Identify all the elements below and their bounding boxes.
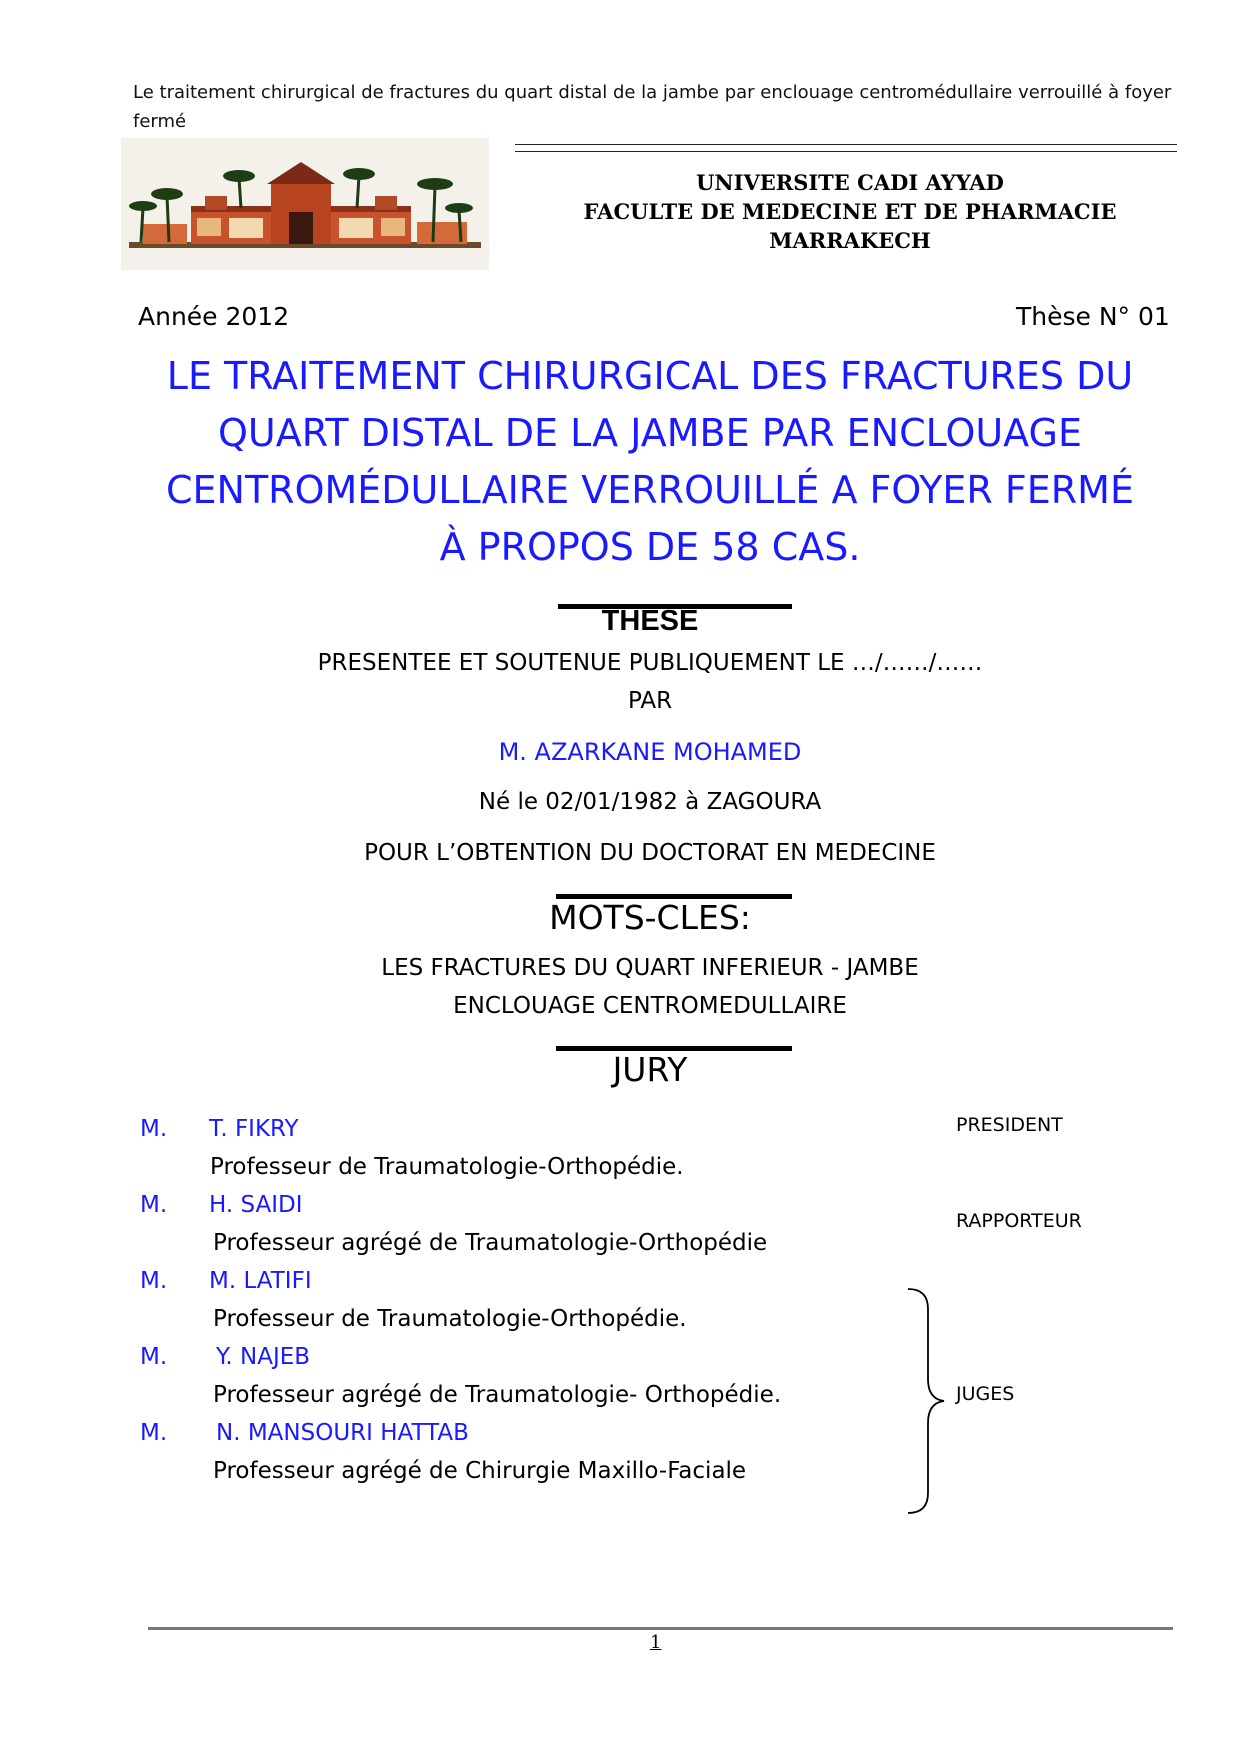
jury-name: H. SAIDI [209, 1192, 303, 1218]
jury-name: T. FIKRY [209, 1116, 299, 1142]
these-heading: THESE [601, 605, 699, 637]
header-rule-bottom [515, 151, 1177, 152]
role-juges: JUGES [956, 1383, 1015, 1405]
par-label: PAR [627, 688, 673, 714]
title-line: QUART DISTAL DE LA JAMBE PAR ENCLOUAGE [218, 411, 1082, 455]
title-line: LE TRAITEMENT CHIRURGICAL DES FRACTURES DU [166, 354, 1134, 398]
jury-name: Y. NAJEB [216, 1344, 311, 1370]
thesis-title [140, 348, 1160, 576]
jury-heading: JURY [612, 1050, 688, 1089]
institution-block [530, 168, 1170, 255]
city-name: MARRAKECH [769, 228, 931, 253]
jury-brace [908, 1287, 958, 1515]
jury-title: Professeur agrégé de Traumatologie- Orthopédie. [213, 1382, 782, 1408]
faculty-logo [121, 138, 489, 270]
running-header: Le traitement chirurgical de fractures du quart distal de la jambe par enclouage centromédullaire verrouillé à foyer fermé [133, 82, 1172, 132]
jury-prefix: M. [140, 1420, 168, 1446]
thesis-number: Thèse N° 01 [1016, 302, 1170, 331]
jury-title: Professeur de Traumatologie-Orthopédie. [210, 1154, 684, 1180]
role-president: PRESIDENT [956, 1114, 1063, 1136]
header-rule-top [515, 144, 1177, 145]
title-line: À PROPOS DE 58 CAS. [439, 525, 861, 569]
jury-title: Professeur agrégé de Traumatologie-Orthopédie [213, 1230, 768, 1256]
jury-prefix: M. [140, 1192, 168, 1218]
degree-line: POUR L’OBTENTION DU DOCTORAT EN MEDECINE [364, 840, 936, 866]
jury-prefix: M. [140, 1268, 168, 1294]
footer-rule [148, 1627, 1173, 1630]
presented-line: PRESENTEE ET SOUTENUE PUBLIQUEMENT LE …/……/…… [317, 650, 983, 676]
jury-title: Professeur agrégé de Chirurgie Maxillo-Faciale [213, 1458, 747, 1484]
university-name: UNIVERSITE CADI AYYAD [696, 170, 1004, 195]
faculty-name: FACULTE DE MEDECINE ET DE PHARMACIE [583, 199, 1117, 224]
year: Année 2012 [138, 302, 290, 331]
jury-name: N. MANSOURI HATTAB [216, 1420, 469, 1446]
author-name: M. AZARKANE MOHAMED [498, 738, 802, 766]
keyword-line: ENCLOUAGE CENTROMEDULLAIRE [453, 993, 847, 1019]
jury-name: M. LATIFI [209, 1268, 312, 1294]
page-number: 1 [650, 1632, 662, 1653]
role-rapporteur: RAPPORTEUR [956, 1210, 1082, 1232]
title-line: CENTROMÉDULLAIRE VERROUILLÉ A FOYER FERMÉ [166, 468, 1134, 512]
keywords-heading: MOTS-CLES: [549, 898, 751, 937]
birth-info: Né le 02/01/1982 à ZAGOURA [478, 789, 822, 815]
keyword-line: LES FRACTURES DU QUART INFERIEUR - JAMBE [381, 955, 919, 981]
jury-prefix: M. [140, 1116, 168, 1142]
jury-title: Professeur de Traumatologie-Orthopédie. [213, 1306, 687, 1332]
jury-prefix: M. [140, 1344, 168, 1370]
